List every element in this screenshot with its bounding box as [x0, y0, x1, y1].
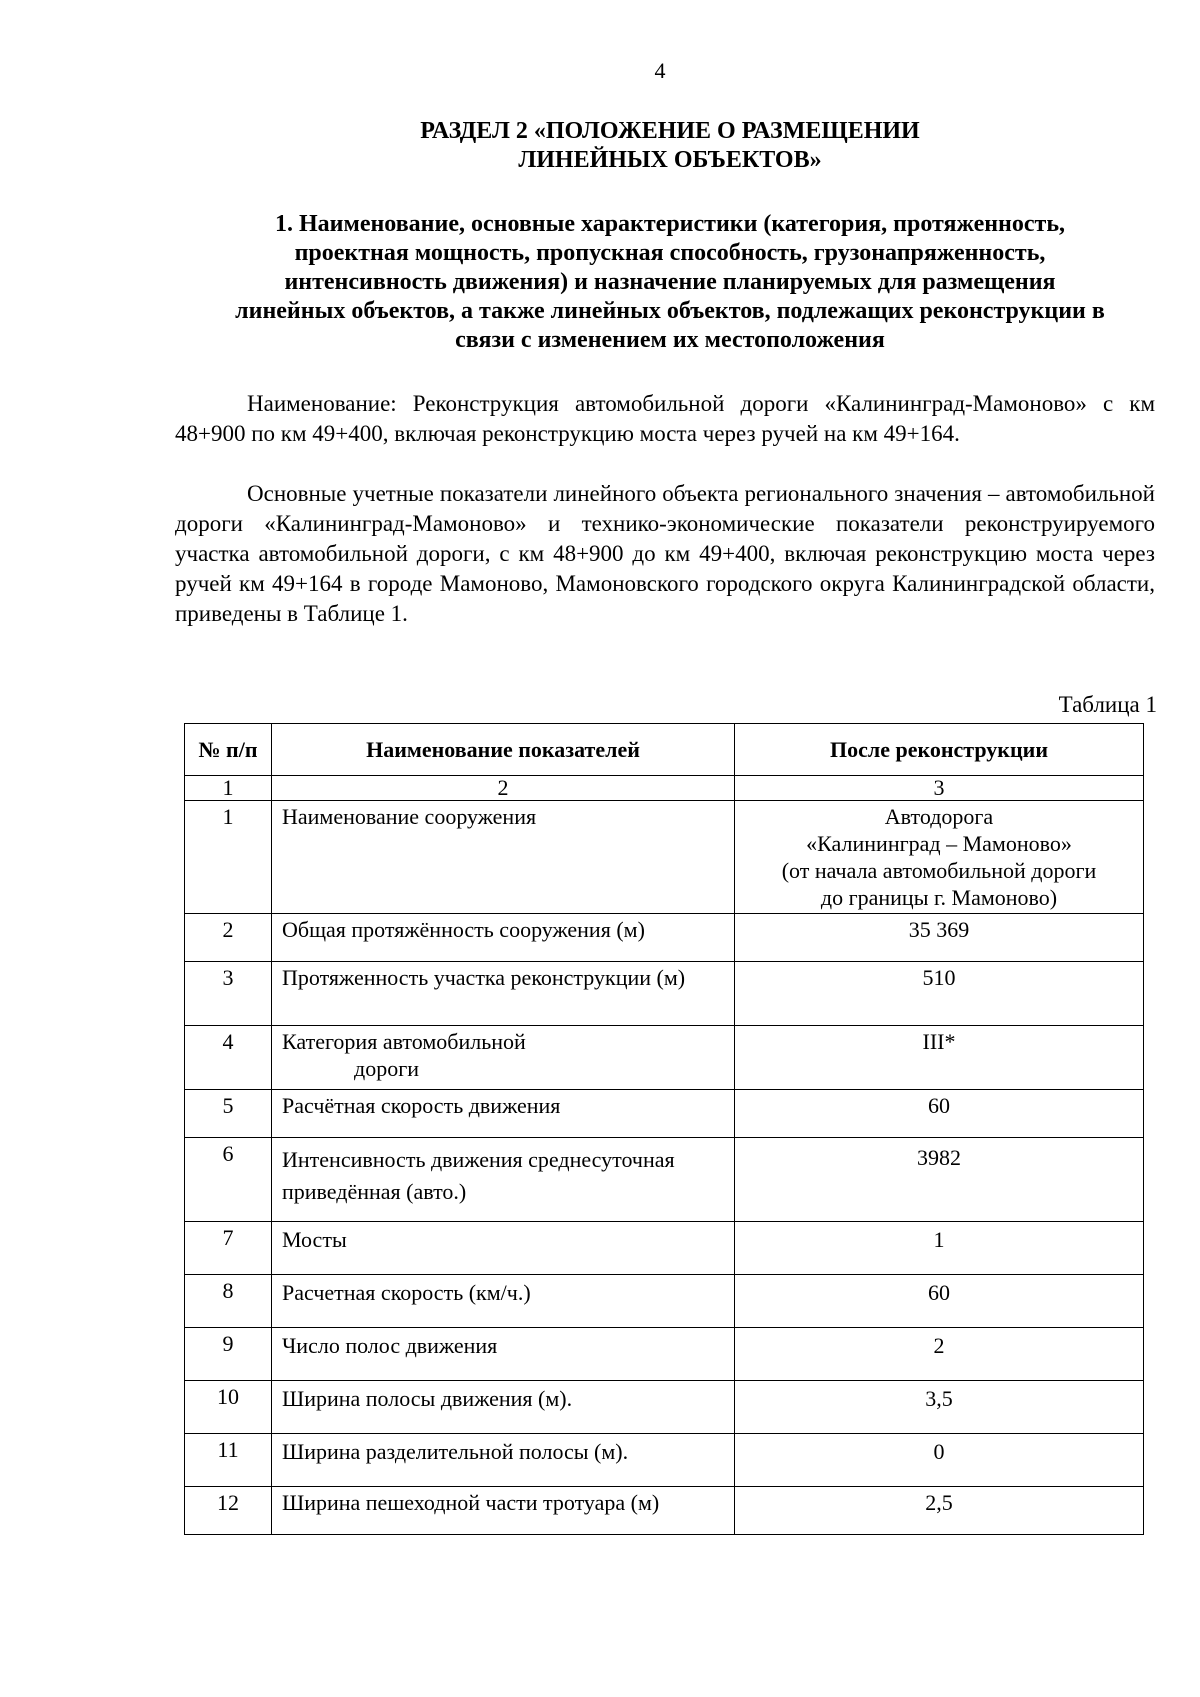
row-num: 8 [185, 1275, 272, 1328]
row-value: 2 [735, 1328, 1144, 1381]
row-name: Расчётная скорость движения [272, 1090, 735, 1138]
row-num: 4 [185, 1026, 272, 1090]
item-title-line: проектная мощность, пропускная способность, грузонапряженность, [294, 240, 1046, 266]
row-value [735, 801, 1144, 914]
table-row [185, 801, 1144, 914]
row-num: 6 [185, 1138, 272, 1222]
table-header-row [185, 724, 1144, 776]
row-value: 60 [735, 1275, 1144, 1328]
page-number: 4 [654, 58, 666, 83]
table-row [185, 1328, 1144, 1381]
table-row [185, 1487, 1144, 1535]
row-name: Интенсивность движения среднесуточная приведённая (авто.) [272, 1138, 735, 1222]
row-value: 35 369 [735, 914, 1144, 962]
table-row [185, 1090, 1144, 1138]
paragraph-indicators [175, 479, 1155, 629]
header-name: Наименование показателей [272, 724, 735, 776]
row-value: 3982 [735, 1138, 1144, 1222]
table-row [185, 962, 1144, 1026]
row-name: Ширина пешеходной части тротуара (м) [272, 1487, 735, 1535]
row-name: Протяженность участка реконструкции (м) [272, 962, 735, 1026]
table-row [185, 1138, 1144, 1222]
paragraph-name [175, 389, 1155, 449]
item-title-line: интенсивность движения) и назначение планируемых для размещения [284, 269, 1056, 295]
row-value: 0 [735, 1434, 1144, 1487]
value-line: до границы г. Мамоново) [820, 885, 1058, 910]
row-num: 7 [185, 1222, 272, 1275]
column-number: 1 [185, 776, 272, 801]
row-value: 3,5 [735, 1381, 1144, 1434]
row-name: Мосты [272, 1222, 735, 1275]
row-num: 5 [185, 1090, 272, 1138]
row-num: 9 [185, 1328, 272, 1381]
row-name: Ширина полосы движения (м). [272, 1381, 735, 1434]
row-num: 2 [185, 914, 272, 962]
section-title-line: ЛИНЕЙНЫХ ОБЪЕКТОВ» [518, 147, 822, 173]
paragraph-text: Основные учетные показатели линейного объекта регионального значения – автомобильной дороги «Калининград-Мамоново» и технико-экономические показатели реконструируемого участка автомобильной дороги, с км 48+900 до км 49+400, включая реконструкцию моста через ручей км 49+164 в городе Мамоново, Мамоновского городского округа Калининградской области, приведены в Таблице 1. [175, 481, 1155, 626]
row-name [272, 1026, 735, 1090]
item-title-line: линейных объектов, а также линейных объектов, подлежащих реконструкции в [235, 298, 1105, 324]
row-value: 60 [735, 1090, 1144, 1138]
item-title [170, 210, 1170, 355]
row-num: 11 [185, 1434, 272, 1487]
header-num: № п/п [185, 724, 272, 776]
row-name: Наименование сооружения [272, 801, 735, 914]
table-row [185, 1275, 1144, 1328]
row-value: 510 [735, 962, 1144, 1026]
row-value: 1 [735, 1222, 1144, 1275]
section-title-line: РАЗДЕЛ 2 «ПОЛОЖЕНИЕ О РАЗМЕЩЕНИИ [420, 118, 920, 144]
value-line: Автодорога [884, 804, 994, 829]
row-num: 3 [185, 962, 272, 1026]
section-title [0, 117, 1200, 175]
table-caption: Таблица 1 [1058, 692, 1157, 717]
row-num: 12 [185, 1487, 272, 1535]
row-num: 10 [185, 1381, 272, 1434]
table-row [185, 1026, 1144, 1090]
column-numbers-row [185, 776, 1144, 801]
row-value: III* [735, 1026, 1144, 1090]
table-row [185, 1381, 1144, 1434]
name-line: Категория автомобильной [282, 1029, 526, 1054]
row-name: Число полос движения [272, 1328, 735, 1381]
row-name: Общая протяжённость сооружения (м) [272, 914, 735, 962]
table-row [185, 1222, 1144, 1275]
row-num: 1 [185, 801, 272, 914]
table-row [185, 1434, 1144, 1487]
paragraph-text: Наименование: Реконструкция автомобильной дороги «Калининград-Мамоново» с км 48+900 по км 49+400, включая реконструкцию моста через ручей на км 49+164. [175, 391, 1155, 446]
column-number: 2 [272, 776, 735, 801]
value-line: (от начала автомобильной дороги [781, 858, 1097, 883]
row-name: Расчетная скорость (км/ч.) [272, 1275, 735, 1328]
name-line: дороги [354, 1056, 419, 1081]
table-row [185, 914, 1144, 962]
item-title-line: связи с изменением их местоположения [455, 327, 885, 353]
column-number: 3 [735, 776, 1144, 801]
row-value: 2,5 [735, 1487, 1144, 1535]
row-name: Ширина разделительной полосы (м). [272, 1434, 735, 1487]
value-line: «Калининград – Мамоново» [806, 831, 1072, 856]
item-title-line: 1. Наименование, основные характеристики (категория, протяженность, [274, 211, 1066, 237]
header-value: После реконструкции [735, 724, 1144, 776]
indicators-table [184, 723, 1144, 1535]
